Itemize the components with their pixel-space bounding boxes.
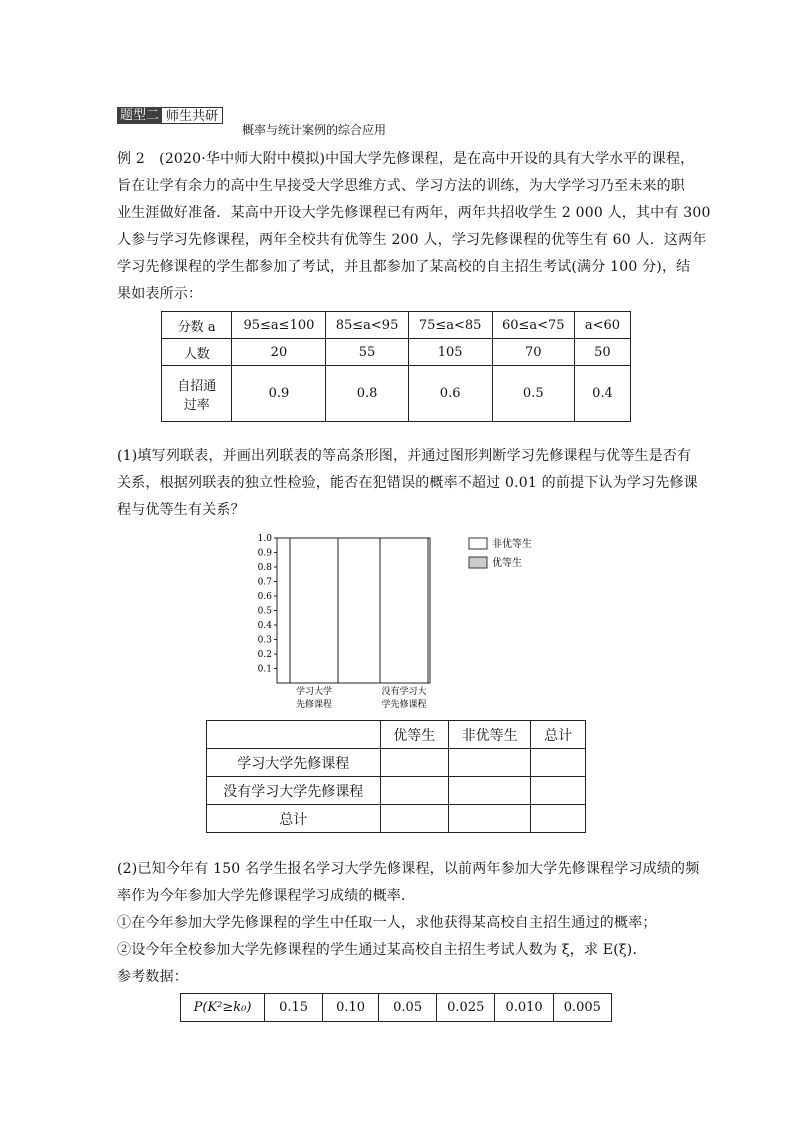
score-table (161, 311, 631, 422)
ref-value: 0.15 (265, 994, 323, 1022)
count-cell: 55 (326, 339, 408, 366)
q2-line: (2)已知今年有 150 名学生报名学习大学先修课程，以前两年参加大学先修课程学习成绩的频 (117, 861, 700, 877)
y-tick-label: 0.6 (257, 592, 272, 602)
stacked-bar-chart (250, 530, 570, 715)
ref-value: 0.005 (553, 994, 611, 1022)
y-tick-label: 0.8 (257, 563, 272, 573)
section-subtitle: 概率与统计案例的综合应用 (242, 123, 387, 137)
y-tick-label: 0.9 (257, 548, 272, 559)
q2-line: 参考数据： (117, 969, 188, 985)
y-tick-label: 0.7 (257, 577, 272, 588)
intro-line: 学习先修课程的学生都参加了考试，并且都参加了某高校的自主招生考试(满分 100 分)，结 (117, 259, 691, 275)
count-cell: 50 (574, 339, 630, 366)
score-range: 85≤a<95 (326, 312, 408, 339)
y-tick-label: 0.1 (257, 664, 272, 675)
count-cell: 20 (232, 339, 326, 366)
ct-cell[interactable] (531, 749, 586, 777)
x-label-line: 学先修课程 (381, 700, 427, 710)
pass-rate-cell: 0.4 (574, 366, 630, 422)
score-table-header: 人数 (162, 339, 232, 366)
reference-table (180, 993, 612, 1022)
legend-label: 非优等生 (492, 539, 532, 550)
ct-cell[interactable] (380, 805, 448, 833)
pass-rate-header-line: 自招通 (177, 378, 217, 394)
ct-cell[interactable] (380, 777, 448, 805)
q1-line: 关系，根据列联表的独立性检验，能否在犯错误的概率不超过 0.01 的前提下认为学习先修课 (117, 475, 698, 491)
ct-cell[interactable] (380, 749, 448, 777)
ref-value: 0.025 (437, 994, 495, 1022)
legend (469, 537, 532, 569)
intro-line: 果如表所示： (117, 286, 203, 302)
score-table-header (162, 366, 232, 422)
ct-row-label: 学习大学先修课程 (207, 749, 381, 777)
x-label-line: 没有学习大 (381, 687, 427, 697)
pass-rate-cell: 0.6 (408, 366, 492, 422)
bar-frame-studied (290, 538, 338, 683)
x-label-line: 学习大学 (295, 687, 333, 697)
legend-swatch-excellent (469, 557, 487, 568)
ct-cell[interactable] (448, 777, 530, 805)
pass-rate-header-line: 过率 (183, 397, 210, 413)
section-badge (117, 107, 223, 124)
bar-frame-not-studied (380, 538, 428, 683)
legend-swatch-non-excellent (469, 538, 487, 549)
ref-header: P(K²≥k₀) (181, 994, 265, 1022)
y-tick-label: 0.4 (257, 621, 272, 631)
q1-line: 程与优等生有关系？ (117, 502, 245, 518)
count-cell: 105 (408, 339, 492, 366)
ct-row-label: 没有学习大学先修课程 (207, 777, 381, 805)
intro-line: 人参与学习先修课程，两年全校共有优等生 200 人，学习先修课程的优等生有 60 人．这两年 (117, 232, 707, 248)
ct-cell[interactable] (531, 777, 586, 805)
q2-line: ①在今年参加大学先修课程的学生中任取一人，求他获得某高校自主招生通过的概率； (117, 915, 657, 931)
score-range: 75≤a<85 (408, 312, 492, 339)
ref-value: 0.05 (379, 994, 437, 1022)
x-category-labels (296, 685, 427, 710)
score-table-header: 分数 a (162, 312, 232, 339)
ct-row-label: 总计 (207, 805, 381, 833)
ref-value: 0.010 (495, 994, 553, 1022)
pass-rate-cell: 0.9 (232, 366, 326, 422)
ct-cell[interactable] (531, 805, 586, 833)
x-label-line: 先修课程 (295, 700, 333, 710)
y-axis-ticks (258, 534, 277, 675)
intro-line: 旨在让学有余力的高中生早接受大学思维方式、学习方法的训练，为大学学习乃至未来的职 (117, 178, 685, 194)
score-range: 95≤a≤100 (232, 312, 326, 339)
intro-line: 业生涯做好准备．某高中开设大学先修课程已有两年，两年共招收学生 2 000 人，其中有 300 (117, 205, 711, 221)
y-tick-label: 0.3 (257, 635, 272, 646)
ref-value: 0.10 (323, 994, 379, 1022)
pass-rate-cell: 0.8 (326, 366, 408, 422)
pass-rate-cell: 0.5 (492, 366, 574, 422)
badge-type: 题型二 (117, 107, 162, 124)
count-cell: 70 (492, 339, 574, 366)
contingency-table (206, 720, 586, 833)
q2-line: 率作为今年参加大学先修课程学习成绩的概率． (117, 888, 416, 904)
q1-line: (1)填写列联表，并画出列联表的等高条形图，并通过图形判断学习先修课程与优等生是否有 (117, 448, 692, 464)
y-tick-label: 0.5 (257, 606, 272, 617)
legend-label: 优等生 (492, 558, 522, 569)
ct-header: 总计 (531, 721, 586, 749)
ct-cell[interactable] (448, 805, 530, 833)
badge-mode: 师生共研 (162, 107, 223, 124)
score-range: 60≤a<75 (492, 312, 574, 339)
intro-line: 例 2 (2020·华中师大附中模拟)中国大学先修课程，是在高中开设的具有大学水平的课程， (117, 151, 695, 167)
y-tick-label: 0.2 (257, 650, 272, 660)
ct-header: 非优等生 (448, 721, 530, 749)
score-range: a<60 (574, 312, 630, 339)
ct-header-empty (207, 721, 381, 749)
ct-header: 优等生 (380, 721, 448, 749)
y-tick-label: 1.0 (257, 534, 272, 544)
q2-line: ②设今年全校参加大学先修课程的学生通过某高校自主招生考试人数为 ξ，求 E(ξ)． (117, 942, 647, 958)
ct-cell[interactable] (448, 749, 530, 777)
